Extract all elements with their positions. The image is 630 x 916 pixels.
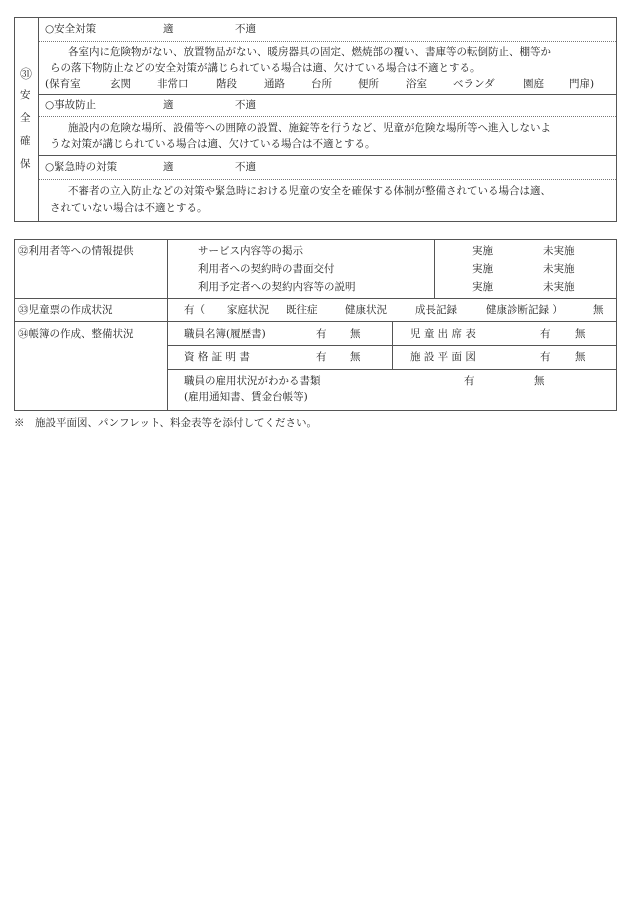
- room-item: 玄関: [110, 78, 131, 90]
- room-item: 門扉): [569, 78, 595, 90]
- option-implemented[interactable]: 実施: [472, 281, 493, 293]
- option-unsuitable[interactable]: 不適: [235, 23, 256, 35]
- divider: [167, 239, 168, 411]
- dotted-divider: [39, 179, 616, 180]
- option-yes[interactable]: 有: [540, 351, 551, 363]
- item-number-51: ㉛: [20, 67, 33, 81]
- description-line: うな対策が講じられている場合は適、欠けている場合は不適とする。: [50, 138, 376, 150]
- ledger-item: 児 童 出 席 表: [410, 328, 476, 340]
- divider: [392, 321, 393, 369]
- info-item: 利用者への契約時の書面交付: [198, 263, 335, 275]
- option-yes[interactable]: 有: [316, 351, 327, 363]
- room-item: (保育室: [45, 78, 81, 90]
- room-item: 階段: [216, 78, 237, 90]
- side-label-char: 保: [20, 158, 31, 170]
- divider: [14, 298, 617, 299]
- option-yes[interactable]: 有: [540, 328, 551, 340]
- room-item: 便所: [358, 78, 379, 90]
- ledger-item: 資 格 証 明 書: [184, 351, 250, 363]
- ledger-label: ㉞帳簿の作成、整備状況: [18, 328, 134, 340]
- option-unsuitable[interactable]: 不適: [235, 161, 256, 173]
- option-not-implemented[interactable]: 未実施: [543, 263, 575, 275]
- option-implemented[interactable]: 実施: [472, 245, 493, 257]
- ledger-item: 職員名簿(履歴書): [184, 328, 266, 340]
- ledger-item-sub: (雇用通知書、賃金台帳等): [184, 391, 308, 403]
- dotted-divider: [39, 41, 616, 42]
- option-no[interactable]: 無: [593, 304, 604, 316]
- section-title-emergency-measures: ○緊急時の対策: [45, 161, 118, 173]
- child-card-item[interactable]: 健康診断記録 ）: [486, 304, 563, 316]
- option-implemented[interactable]: 実施: [472, 263, 493, 275]
- section-title-accident-prevention: ○事故防止: [45, 99, 97, 111]
- option-not-implemented[interactable]: 未実施: [543, 281, 575, 293]
- child-card-item[interactable]: 家庭状況: [227, 304, 269, 316]
- info-item: サービス内容等の掲示: [198, 245, 303, 257]
- option-no[interactable]: 無: [534, 375, 545, 387]
- divider: [14, 321, 617, 322]
- option-not-implemented[interactable]: 未実施: [543, 245, 575, 257]
- info-provision-label: ㉜利用者等への情報提供: [18, 245, 134, 257]
- side-label-char: 確: [20, 135, 31, 147]
- divider: [38, 17, 39, 222]
- ledger-item: 施 設 平 面 図: [410, 351, 476, 363]
- divider: [38, 155, 617, 156]
- side-label-char: 全: [20, 112, 31, 124]
- dotted-divider: [39, 116, 616, 117]
- option-no[interactable]: 無: [350, 351, 361, 363]
- side-label-char: 安: [20, 89, 31, 101]
- room-item: 非常口: [157, 78, 189, 90]
- option-no[interactable]: 無: [575, 351, 586, 363]
- room-item: 台所: [311, 78, 332, 90]
- ledger-item: 職員の雇用状況がわかる書類: [184, 375, 321, 387]
- option-no[interactable]: 無: [575, 328, 586, 340]
- child-card-item[interactable]: 成長記録: [415, 304, 457, 316]
- description-line: 不審者の立入防止などの対策や緊急時における児童の安全を確保する体制が整備されている場合は適、: [68, 185, 551, 197]
- divider: [167, 369, 617, 370]
- divider: [38, 94, 617, 95]
- child-card-label: ㉝児童票の作成状況: [18, 304, 113, 316]
- description-line: 施設内の危険な場所、設備等への囲障の設置、施錠等を行うなど、児童が危険な場所等へ進入しないよ: [68, 122, 551, 134]
- description-line: されていない場合は不適とする。: [50, 202, 208, 214]
- option-suitable[interactable]: 適: [163, 23, 174, 35]
- attachment-note: ※ 施設平面図、パンフレット、料金表等を添付してください。: [14, 417, 318, 429]
- option-yes[interactable]: 有（: [184, 304, 205, 316]
- divider: [434, 239, 435, 298]
- child-card-item[interactable]: 健康状況: [345, 304, 387, 316]
- room-item: 園庭: [523, 78, 544, 90]
- option-yes[interactable]: 有: [316, 328, 327, 340]
- option-suitable[interactable]: 適: [163, 99, 174, 111]
- child-card-item[interactable]: 既往症: [286, 304, 318, 316]
- description-line: らの落下物防止などの安全対策が講じられている場合は適、欠けている場合は不適とする。: [50, 62, 481, 74]
- room-item: ベランダ: [453, 78, 495, 90]
- option-unsuitable[interactable]: 不適: [235, 99, 256, 111]
- room-item: 通路: [264, 78, 285, 90]
- description-line: 各室内に危険物がない、放置物品がない、暖房器具の固定、燃焼部の覆い、書庫等の転倒防止、棚等か: [68, 46, 551, 58]
- info-item: 利用予定者への契約内容等の説明: [198, 281, 356, 293]
- option-yes[interactable]: 有: [464, 375, 475, 387]
- section-title-safety-measures: ○安全対策: [45, 23, 97, 35]
- option-suitable[interactable]: 適: [163, 161, 174, 173]
- option-no[interactable]: 無: [350, 328, 361, 340]
- room-item: 浴室: [406, 78, 427, 90]
